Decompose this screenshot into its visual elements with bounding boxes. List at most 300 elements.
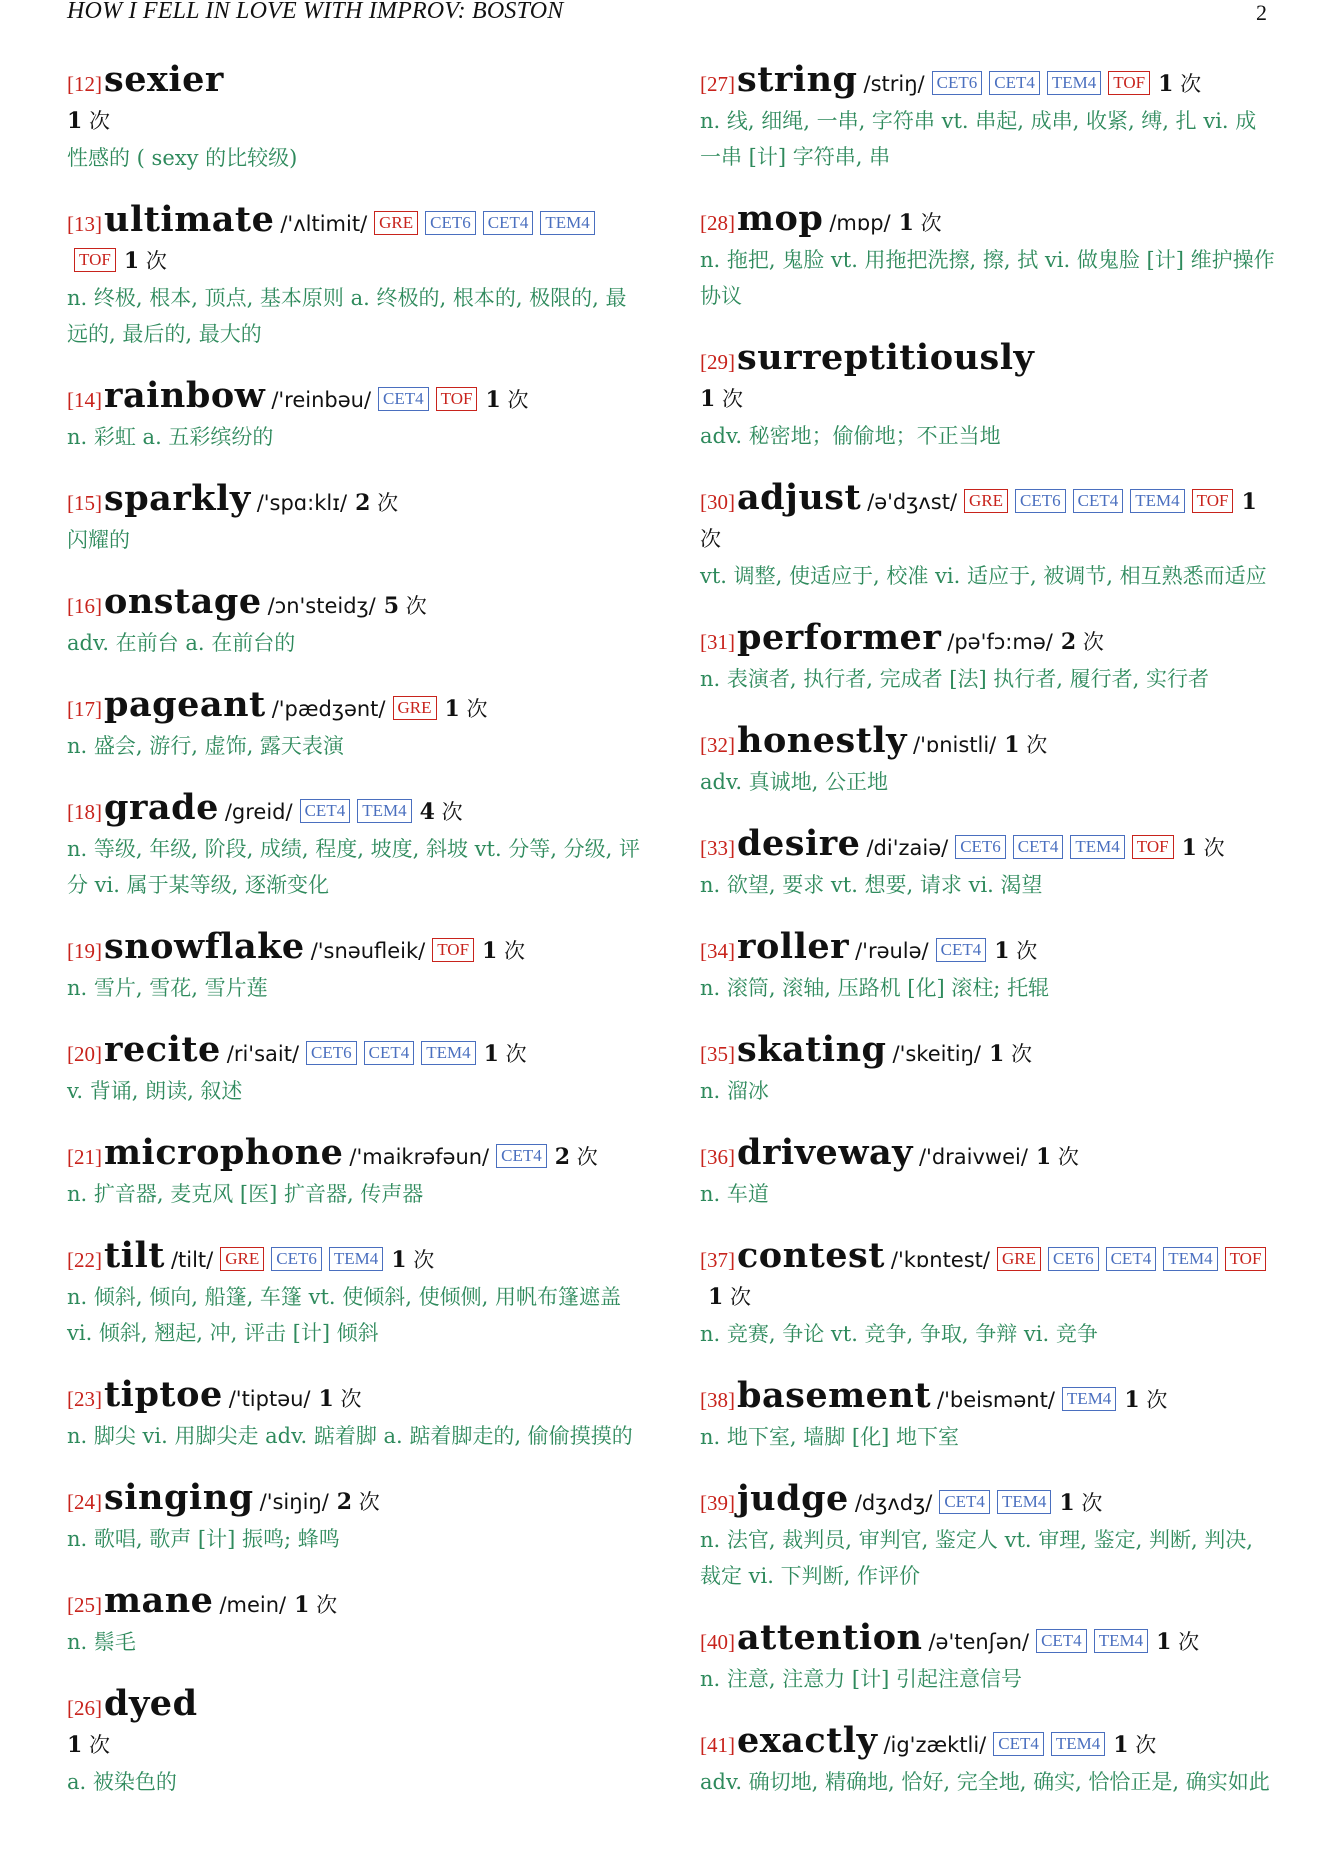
vocab-entry [67,1477,642,1557]
exam-tag: TEM4 [1163,1247,1217,1271]
exam-tag: CET4 [1036,1629,1087,1653]
entry-definition: 闪耀的 [67,528,130,552]
entry-count [124,249,167,273]
entry-count [899,211,942,235]
entry-count [67,1733,110,1757]
entry-phonetic: /di'zaiə/ [866,836,949,860]
vocab-entry [700,1375,1275,1455]
exam-tag: GRE [220,1247,264,1271]
count-suffix: 次 [507,388,529,412]
entry-word: ultimate [104,199,275,240]
entry-headline [700,1478,1275,1522]
entry-headline [67,787,642,831]
entry-headline [67,581,642,625]
count-value: 1 [67,1732,83,1758]
count-value: 1 [700,386,716,412]
exam-tag: CET4 [1013,835,1064,859]
count-value: 1 [1035,1144,1052,1170]
exam-tag: TEM4 [1094,1629,1148,1653]
count-value: 2 [355,490,371,516]
entry-number: [30] [700,490,735,514]
count-value: 1 [898,210,914,236]
entry-number: [35] [700,1042,735,1066]
entry-headline [700,1132,1275,1176]
entry-word: skating [737,1029,887,1070]
vocab-entry [700,1235,1275,1352]
entry-count [555,1145,598,1169]
entry-definition: adv. 在前台 a. 在前台的 [67,631,296,655]
entry-count [294,1593,337,1617]
entry-count [355,491,398,515]
vocab-entry [700,823,1275,903]
entry-count [420,800,463,824]
exam-tag: CET6 [271,1247,322,1271]
count-value: 1 [1113,1732,1129,1758]
entry-number: [22] [67,1248,102,1272]
entry-number: [23] [67,1387,102,1411]
exam-tag: TEM4 [357,799,411,823]
right-column [700,59,1275,1826]
entry-headline [700,617,1275,661]
entry-definition: n. 雪片, 雪花, 雪片莲 [67,976,268,1000]
entry-count [1158,72,1201,96]
entry-word: sexier [104,59,224,100]
entry-word: surreptitiously [737,337,1035,378]
exam-tag: TEM4 [1070,835,1124,859]
entry-phonetic: /ə'dʒʌst/ [867,490,958,514]
entry-headline [67,1235,642,1279]
count-suffix: 次 [1178,1630,1200,1654]
vocab-entry [700,198,1275,314]
count-suffix: 次 [1057,1145,1079,1169]
count-value: 1 [67,108,83,134]
entry-headline [67,375,642,419]
count-value: 1 [1241,489,1257,515]
vocab-entry [700,1029,1275,1109]
vocab-entry [700,617,1275,697]
entry-number: [26] [67,1696,102,1720]
entry-headline [700,59,1275,103]
entry-count [994,939,1037,963]
entry-word: basement [737,1375,932,1416]
entry-number: [18] [67,800,102,824]
exam-tag: CET4 [989,71,1040,95]
vocab-entry [700,1617,1275,1697]
entry-word: pageant [104,684,266,725]
count-value: 1 [318,1386,334,1412]
exam-tag: TEM4 [1047,71,1101,95]
count-suffix: 次 [466,697,488,721]
entry-headline [700,198,1275,242]
entry-definition: n. 表演者, 执行者, 完成者 [法] 执行者, 履行者, 实行者 [700,667,1210,691]
exam-tag: CET4 [936,938,987,962]
entry-word: tilt [104,1235,165,1276]
entry-definition: n. 鬃毛 [67,1630,136,1654]
exam-tag: CET4 [939,1490,990,1514]
entry-count [989,1042,1032,1066]
page-number: 2 [1256,0,1267,25]
entry-phonetic: /ri'sait/ [226,1042,300,1066]
entry-count [1061,630,1104,654]
entry-phonetic: /'pædʒənt/ [271,697,386,721]
entry-phonetic: /'spɑ:klɪ/ [256,491,348,515]
entry-headline [700,477,1275,558]
entry-definition: n. 扩音器, 麦克风 [医] 扩音器, 传声器 [67,1182,424,1206]
entry-count [1004,733,1047,757]
exam-tag: TEM4 [329,1247,383,1271]
entry-word: attention [737,1617,923,1658]
entry-word: dyed [104,1683,198,1724]
entry-number: [41] [700,1733,735,1757]
entry-headline [700,926,1275,970]
entry-number: [17] [67,697,102,721]
vocab-entry [67,1580,642,1660]
entry-definition: v. 背诵, 朗读, 叙述 [67,1079,243,1103]
entry-definition: n. 等级, 年级, 阶段, 成绩, 程度, 坡度, 斜坡 vt. 分等, 分级, 评分 vi. 属于某等级, 逐渐变化 [67,837,641,897]
entry-definition: a. 被染色的 [67,1770,177,1794]
exam-tag: TEM4 [421,1041,475,1065]
count-suffix: 次 [89,109,110,133]
entry-word: singing [104,1477,254,1518]
exam-tag: GRE [393,696,437,720]
entry-headline [67,478,642,522]
vocab-entry [67,478,642,558]
count-suffix: 次 [1016,939,1038,963]
entry-word: recite [104,1029,221,1070]
entry-headline [700,1375,1275,1419]
entry-count [485,388,528,412]
exam-tag: GRE [374,211,418,235]
vocab-entry [67,1683,642,1800]
exam-tag: TOF [432,938,474,962]
entry-number: [16] [67,594,102,618]
entry-headline [67,199,642,280]
count-suffix: 次 [441,800,463,824]
count-value: 1 [391,1247,407,1273]
entry-word: tiptoe [104,1374,223,1415]
count-value: 5 [383,593,400,619]
entry-headline [67,1477,642,1521]
entry-count [708,1285,751,1309]
entry-phonetic: /greid/ [224,800,293,824]
entry-word: exactly [737,1720,878,1761]
entry-count [1036,1145,1079,1169]
count-value: 1 [485,387,501,413]
entry-word: contest [737,1235,885,1276]
count-suffix: 次 [700,527,721,551]
vocab-entry [700,1478,1275,1594]
entry-count [384,594,427,618]
exam-tag: TOF [1132,835,1174,859]
vocab-entry [700,720,1275,800]
vocab-entry [67,1132,642,1212]
entry-number: [37] [700,1248,735,1272]
entry-phonetic: /'reinbəu/ [271,388,372,412]
entry-phonetic: /'snəufleik/ [310,939,426,963]
entry-definition: n. 脚尖 vi. 用脚尖走 adv. 踮着脚 a. 踮着脚走的, 偷偷摸摸的 [67,1424,633,1448]
exam-tag: TEM4 [1130,489,1184,513]
entry-phonetic: /dʒʌdʒ/ [854,1491,933,1515]
count-suffix: 次 [722,387,743,411]
entry-phonetic: /mein/ [219,1593,287,1617]
entry-number: [21] [67,1145,102,1169]
entry-phonetic: /'beismənt/ [937,1388,1055,1412]
document-title: HOW I FELL IN LOVE WITH IMPROV: BOSTON [67,0,564,24]
exam-tag: CET4 [1106,1247,1157,1271]
count-value: 1 [1181,835,1197,861]
entry-headline [700,823,1275,867]
entry-definition: n. 地下室, 墙脚 [化] 地下室 [700,1425,959,1449]
exam-tag: GRE [997,1247,1041,1271]
count-value: 4 [419,799,435,825]
vocab-entry [700,1132,1275,1212]
entry-headline [67,684,642,728]
entry-definition: n. 终极, 根本, 顶点, 基本原则 a. 终极的, 根本的, 极限的, 最远的, 最后的, 最大的 [67,286,627,346]
count-value: 1 [708,1284,724,1310]
entry-number: [31] [700,630,735,654]
entry-number: [27] [700,72,735,96]
entry-phonetic: /'tiptəu/ [228,1387,311,1411]
entry-definition: n. 溜冰 [700,1079,769,1103]
entry-number: [12] [67,72,102,96]
count-value: 1 [1156,1629,1172,1655]
entry-headline [67,1683,642,1764]
entry-word: rainbow [104,375,266,416]
entry-word: roller [737,926,850,967]
entry-number: [28] [700,211,735,235]
entry-word: honestly [737,720,908,761]
count-suffix: 次 [920,211,942,235]
entry-definition: n. 彩虹 a. 五彩缤纷的 [67,425,274,449]
entry-phonetic: /mɒp/ [829,211,891,235]
count-suffix: 次 [145,249,167,273]
entry-number: [20] [67,1042,102,1066]
count-suffix: 次 [377,491,399,515]
count-suffix: 次 [730,1285,751,1309]
count-value: 1 [123,248,140,274]
count-value: 1 [483,1041,499,1067]
entry-count [391,1248,434,1272]
exam-tag: CET6 [1048,1247,1099,1271]
vocab-entry [67,581,642,661]
entry-headline [67,1374,642,1418]
entry-definition: n. 盛会, 游行, 虚饰, 露天表演 [67,734,344,758]
entry-count [482,939,525,963]
entry-headline [700,1029,1275,1073]
count-suffix: 次 [358,1490,380,1514]
vocab-entry [67,199,642,352]
exam-tag: CET6 [932,71,983,95]
entry-count [700,387,743,411]
entry-word: string [737,59,858,100]
count-suffix: 次 [504,939,526,963]
vocab-entry [67,1235,642,1351]
entry-count [484,1042,527,1066]
exam-tag: TEM4 [997,1490,1051,1514]
vocab-entry [700,926,1275,1006]
entry-phonetic: /'rəulə/ [855,939,929,963]
entry-word: judge [737,1478,849,1519]
entry-definition: n. 拖把, 鬼脸 vt. 用拖把洗擦, 擦, 拭 vi. 做鬼脸 [计] 维护操作协议 [700,248,1275,308]
entry-definition: n. 歌唱, 歌声 [计] 振鸣; 蜂鸣 [67,1527,340,1551]
entry-definition: n. 滚筒, 滚轴, 压路机 [化] 滚柱; 托辊 [700,976,1050,1000]
count-value: 2 [1060,629,1077,655]
entry-headline [67,59,642,140]
count-suffix: 次 [1010,1042,1032,1066]
entry-word: microphone [104,1132,344,1173]
entry-word: adjust [737,477,862,518]
exam-tag: TOF [74,248,116,272]
exam-tag: TEM4 [1051,1732,1105,1756]
count-value: 1 [1158,71,1174,97]
entry-count [319,1387,362,1411]
exam-tag: TOF [436,387,478,411]
entry-word: mane [104,1580,214,1621]
entry-headline [700,337,1275,418]
count-suffix: 次 [1180,72,1202,96]
count-suffix: 次 [1026,733,1048,757]
vocab-entry [67,787,642,903]
count-value: 1 [994,938,1010,964]
exam-tag: CET6 [1015,489,1066,513]
entry-word: onstage [104,581,262,622]
entry-definition: n. 车道 [700,1182,769,1206]
count-value: 2 [336,1489,353,1515]
vocab-entry [700,337,1275,454]
exam-tag: TEM4 [540,211,594,235]
exam-tag: CET4 [364,1041,415,1065]
entry-number: [25] [67,1593,102,1617]
entry-phonetic: /ig'zæktli/ [883,1733,987,1757]
exam-tag: TOF [1225,1247,1267,1271]
count-suffix: 次 [340,1387,362,1411]
entry-headline [67,1029,642,1073]
count-value: 1 [444,696,460,722]
count-suffix: 次 [505,1042,527,1066]
count-value: 1 [294,1592,310,1618]
exam-tag: CET4 [496,1144,547,1168]
exam-tag: CET6 [425,211,476,235]
count-suffix: 次 [1081,1491,1103,1515]
entry-number: [40] [700,1630,735,1654]
entry-headline [700,1720,1275,1764]
count-suffix: 次 [1082,630,1104,654]
entry-count [1156,1630,1199,1654]
entry-number: [13] [67,212,102,236]
exam-tag: CET4 [378,387,429,411]
entry-number: [19] [67,939,102,963]
vocab-entry [700,1720,1275,1800]
entry-word: desire [737,823,861,864]
entry-headline [700,1235,1275,1316]
entry-phonetic: /'draivwei/ [918,1145,1028,1169]
entry-number: [15] [67,491,102,515]
entry-definition: n. 线, 细绳, 一串, 字符串 vt. 串起, 成串, 收紧, 缚, 扎 vi. 成一串 [计] 字符串, 串 [700,109,1257,169]
exam-tag: CET4 [1073,489,1124,513]
entry-phonetic: /'skeitiŋ/ [892,1042,981,1066]
vocab-entry [700,477,1275,594]
entry-phonetic: /'kɒntest/ [890,1248,990,1272]
vocab-entry [67,926,642,1006]
entry-phonetic: /striŋ/ [863,72,925,96]
entry-phonetic: /ə'tenʃən/ [928,1630,1030,1654]
left-column [67,59,642,1826]
count-suffix: 次 [413,1248,435,1272]
entry-count [1124,1388,1167,1412]
entry-word: mop [737,198,824,239]
entry-phonetic: /'maikrəfəun/ [349,1145,490,1169]
exam-tag: GRE [964,489,1008,513]
count-value: 1 [1059,1490,1075,1516]
entry-word: sparkly [104,478,251,519]
entry-definition: n. 欲望, 要求 vt. 想要, 请求 vi. 渴望 [700,873,1043,897]
entry-phonetic: /pə'fɔ:mə/ [947,630,1053,654]
entry-count [445,697,488,721]
vocab-entry [67,1374,642,1454]
entry-number: [33] [700,836,735,860]
entry-word: driveway [737,1132,913,1173]
entry-phonetic: /ɔn'steidʒ/ [267,594,376,618]
exam-tag: TOF [1108,71,1150,95]
entry-count [1059,1491,1102,1515]
entry-count [67,109,110,133]
entry-definition: adv. 确切地, 精确地, 恰好, 完全地, 确实, 恰恰正是, 确实如此 [700,1770,1270,1794]
count-value: 1 [482,938,498,964]
entry-definition: n. 法官, 裁判员, 审判官, 鉴定人 vt. 审理, 鉴定, 判断, 判决, 裁定 vi. 下判断, 作评价 [700,1528,1253,1588]
entry-headline [67,1132,642,1176]
count-suffix: 次 [576,1145,598,1169]
count-suffix: 次 [1203,836,1225,860]
count-suffix: 次 [316,1593,338,1617]
count-suffix: 次 [405,594,427,618]
entry-number: [36] [700,1145,735,1169]
entry-number: [29] [700,350,735,374]
entry-definition: adv. 真诚地, 公正地 [700,770,889,794]
entry-definition: n. 注意, 注意力 [计] 引起注意信号 [700,1667,1022,1691]
entry-number: [39] [700,1491,735,1515]
entry-headline [67,926,642,970]
entry-definition: n. 竞赛, 争论 vt. 竞争, 争取, 争辩 vi. 竞争 [700,1322,1098,1346]
count-value: 1 [1004,732,1020,758]
exam-tag: CET4 [993,1732,1044,1756]
exam-tag: CET6 [955,835,1006,859]
entry-phonetic: /tilt/ [170,1248,214,1272]
entry-definition: 性感的 ( sexy 的比较级) [67,146,298,170]
page-header [0,0,1322,40]
vocab-entry [67,1029,642,1109]
entry-definition: vt. 调整, 使适应于, 校准 vi. 适应于, 被调节, 相互熟悉而适应 [700,564,1267,588]
entry-phonetic: /'siŋiŋ/ [259,1490,329,1514]
exam-tag: CET6 [306,1041,357,1065]
entry-count [1113,1733,1156,1757]
count-value: 2 [554,1144,571,1170]
entry-phonetic: /'ʌltimit/ [280,212,368,236]
exam-tag: CET4 [483,211,534,235]
entry-definition: adv. 秘密地；偷偷地；不正当地 [700,424,1001,448]
vocab-entry [700,59,1275,175]
entry-word: snowflake [104,926,305,967]
vocab-entry [67,59,642,176]
entry-definition: n. 倾斜, 倾向, 船篷, 车篷 vt. 使倾斜, 使倾侧, 用帆布篷遮盖 vi. 倾斜, 翘起, 冲, 评击 [计] 倾斜 [67,1285,621,1345]
count-value: 1 [1124,1387,1140,1413]
entry-headline [67,1580,642,1624]
entry-number: [24] [67,1490,102,1514]
exam-tag: TEM4 [1062,1387,1116,1411]
entry-count [1182,836,1225,860]
entry-number: [14] [67,388,102,412]
entry-word: grade [104,787,219,828]
count-suffix: 次 [1146,1388,1168,1412]
